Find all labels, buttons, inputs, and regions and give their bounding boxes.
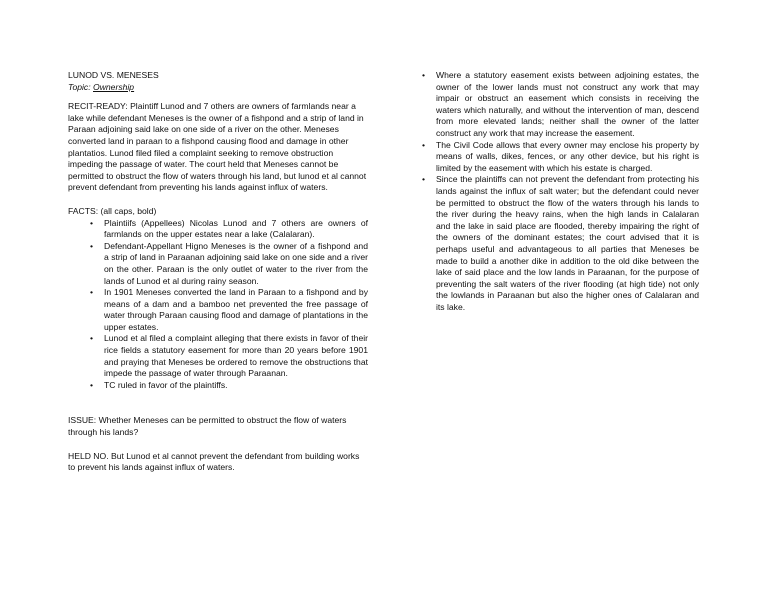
ruling-points-list xyxy=(422,70,699,313)
ruling-point: • The Civil Code allows that every owner may enclose his property by means of walls, dikes, fences, or any other device, but his right is limited by the easement with which his estate is charged. xyxy=(422,140,699,175)
facts-label: FACTS: (all caps, bold) xyxy=(68,205,157,216)
fact-item: • In 1901 Meneses converted the land in Paraan to a fishpond and by means of a dam and a bamboo net prevented the free passage of water through Paraan causing flood and damage of plantations in the upper estates. xyxy=(68,287,368,333)
fact-item: • TC ruled in favor of the plaintiffs. xyxy=(68,380,368,392)
case-title: LUNOD VS. MENESES xyxy=(68,70,159,80)
facts-list xyxy=(68,218,368,392)
right-column xyxy=(422,70,699,313)
topic-label: Topic: xyxy=(68,81,91,92)
ruling-point: • Where a statutory easement exists between adjoining estates, the owner of the lower lands must not construct any work that may impair or obstruct an easement which consists in receiving the waters which naturally, and without the intervention of man, descend from more elevated lands; neither shall the owner of the latter construct any work that may increase the easement. xyxy=(422,70,699,140)
fact-item: • Defendant-Appellant Higno Meneses is the owner of a fishpond and a strip of land in Paraanan adjoining said lake on one side and a river on the other. Paraan is the only outlet of water to the river from the lands of Lunod et al during rainy season. xyxy=(68,241,368,287)
ruling-point: • Since the plaintiffs can not prevent the defendant from protecting his lands against the influx of salt water; but the defendant could never be permitted to obstruct the flow of the waters through his lands to the river during the heavy rains, when the high lands in Calalaran and the lake in said place are flooded, thereby impairing the right of the owners of the dominant estates; the court advised that it is perhaps useful and advantageous to all parties that Meneses be made to build a another dike in addition to the old dike between the lake of said place and the low lands in Paraanan, for the purpose of preventing the salt waters of the river flooding (at high tide) not only the lowlands in Paraanan but also the higher ones of Calalaran and its lake. xyxy=(422,174,699,313)
fact-item: • Lunod et al filed a complaint alleging that there exists in favor of their rice fields a statutory easement for more than 20 years before 1901 and praying that Meneses be ordered to remove the obstructions that impede the passage of water through Paraanan. xyxy=(68,333,368,379)
topic-line xyxy=(68,82,368,94)
held-paragraph: HELD NO. But Lunod et al cannot prevent the defendant from building works to prevent his lands against influx of waters. xyxy=(68,450,360,473)
topic-value: Ownership xyxy=(93,81,135,92)
left-column xyxy=(68,70,368,474)
issue-paragraph: ISSUE: Whether Meneses can be permitted to obstruct the flow of waters through his lands? xyxy=(68,415,347,438)
fact-item: • Plaintiifs (Appellees) Nicolas Lunod and 7 others are owners of farmlands on the upper estates near a lake (Calalaran). xyxy=(68,218,368,241)
recit-ready-paragraph: RECIT-READY: Plaintiff Lunod and 7 others are owners of farmlands near a lake while defendant Meneses is the owner of a fishpond and a strip of land in Paraan adjoining said lake on one side of a river on the other. Meneses converted land in paraan to a fishpond causing flood and damage in other plantatios. Lunod filed filed a complaint seeking to remove obstruction impeding the passage of water. The court held that Meneses cannot be permitted to obstruct the flow of waters through his land, but lunod et al cannot prevent defendant from preventing his lands against influx of waters. xyxy=(68,101,367,193)
